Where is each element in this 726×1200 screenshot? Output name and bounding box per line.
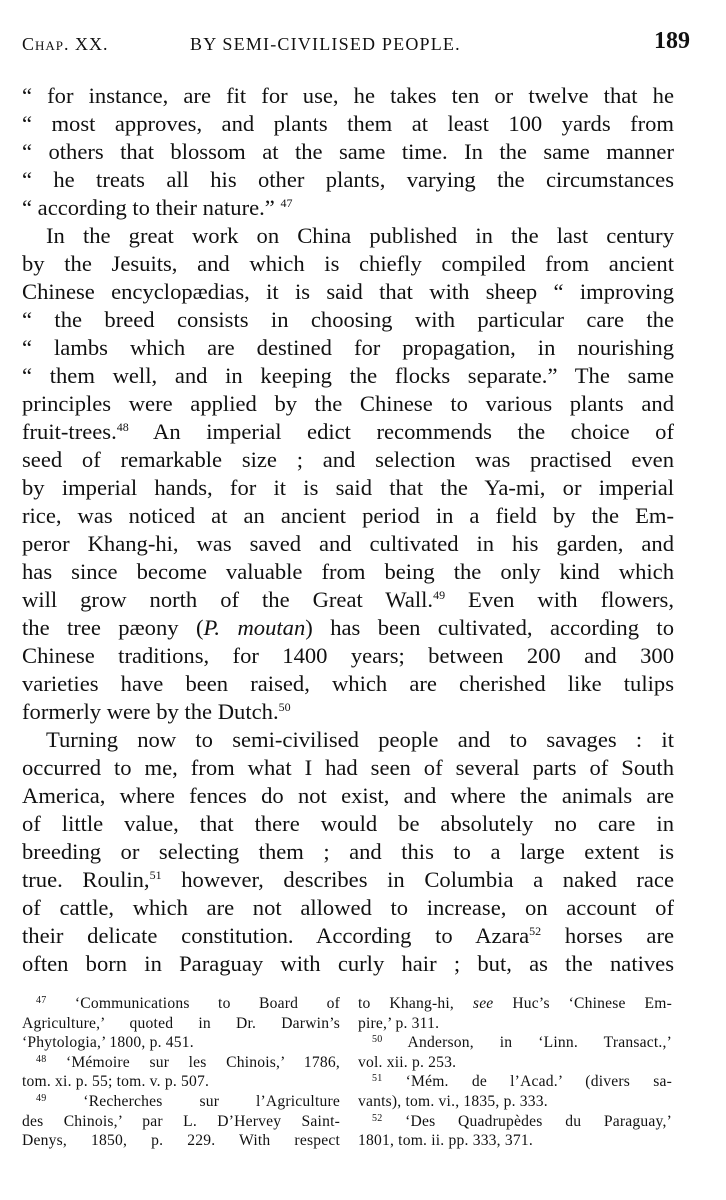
footnote-line xyxy=(22,994,340,1014)
footnote-ref: 51 xyxy=(149,868,162,882)
footnote-number: 48 xyxy=(36,1053,47,1065)
footnote-number: 51 xyxy=(372,1073,383,1085)
body-line xyxy=(22,586,674,614)
body-line-text: Even with flowers, xyxy=(445,587,674,612)
footnote-line: ‘Phytologia,’ 1800, p. 451. xyxy=(22,1034,194,1052)
body-line: of little value, that there would be absolutely no care in xyxy=(22,811,674,836)
body-line-text: ) has been cultivated, according to xyxy=(305,615,674,640)
footnote-ref: 52 xyxy=(529,924,542,938)
body-line: has since become valuable from being the only kind which xyxy=(22,559,674,584)
body-line: occurred to me, from what I had seen of several parts of South xyxy=(22,755,674,780)
footnote-line xyxy=(358,1072,672,1092)
footnote-line xyxy=(358,1112,672,1132)
footnote-text: to Khang-hi, xyxy=(358,995,473,1012)
body-line: seed of remarkable size ; and selection was practised even xyxy=(22,447,674,472)
footnote-text: ‘Mémoire sur les Chinois,’ 1786, xyxy=(46,1053,340,1071)
body-line: peror Khang-hi, was saved and cultivated in his garden, and xyxy=(22,531,674,556)
footnote-ref: 48 xyxy=(116,420,129,434)
footnote-line: Denys, 1850, p. 229. With respect xyxy=(22,1132,340,1150)
body-line: “ for instance, are fit for use, he takes ten or twelve that he xyxy=(22,83,674,108)
footnote-line xyxy=(358,994,672,1014)
footnote-text: ‘Communications to Board of xyxy=(46,995,340,1012)
body-line-text: will grow north of the Great Wall. xyxy=(22,587,434,612)
body-line: by imperial hands, for it is said that the Ya-mi, or imperial xyxy=(22,475,674,500)
footnote-text: Anderson, in ‘Linn. Transact.,’ xyxy=(382,1034,672,1052)
page-number: 189 xyxy=(654,28,690,54)
body-line-text: An imperial edict recommends the choice of xyxy=(128,419,674,444)
body-line: Chinese encyclopædias, it is said that with sheep “ improving xyxy=(22,279,674,304)
footnote-line: 1801, tom. ii. pp. 333, 371. xyxy=(358,1132,533,1150)
body-line: “ he treats all his other plants, varying the circumstances xyxy=(22,167,674,192)
footnote-text: ‘Des Quadrupèdes du Paraguay,’ xyxy=(382,1112,672,1130)
body-line xyxy=(22,418,674,446)
body-line: varieties have been raised, which are cherished like tulips xyxy=(22,671,674,696)
body-line: America, where fences do not exist, and where the animals are xyxy=(22,783,674,808)
body-line-text: formerly were by the Dutch. xyxy=(22,699,279,724)
footnote-number: 47 xyxy=(36,995,47,1006)
footnote-number: 52 xyxy=(372,1112,383,1124)
body-line xyxy=(22,866,674,894)
body-line: of cattle, which are not allowed to increase, on account of xyxy=(22,895,674,920)
footnote-number: 50 xyxy=(372,1034,383,1046)
species-name: P. moutan xyxy=(203,615,306,640)
body-line xyxy=(22,194,674,222)
body-line: breeding or selecting them ; and this to a large extent is xyxy=(22,839,674,864)
running-head xyxy=(22,28,690,58)
body-line-text: horses are xyxy=(541,923,674,948)
footnote-line: pire,’ p. 311. xyxy=(358,1014,440,1032)
footnote-line xyxy=(22,1053,340,1073)
body-line: “ them well, and in keeping the flocks separate.” The same xyxy=(22,363,674,388)
body-line-text: their delicate constitution. According to Azara xyxy=(22,923,530,948)
footnote-ref: 50 xyxy=(278,700,291,714)
body-line: “ most approves, and plants them at least 100 yards from xyxy=(22,111,674,136)
footnote-ref: 49 xyxy=(433,588,446,602)
body-line: by the Jesuits, and which is chiefly compiled from ancient xyxy=(22,251,674,276)
body-line xyxy=(22,614,674,642)
footnote-line: vants), tom. vi., 1835, p. 333. xyxy=(358,1092,548,1110)
footnote-see: see xyxy=(472,995,494,1012)
footnote-line xyxy=(358,1033,672,1053)
body-line: often born in Paraguay with curly hair ; but, as the natives xyxy=(22,951,674,976)
body-line-text: the tree pæony ( xyxy=(22,615,204,640)
footnote-ref: 47 xyxy=(280,196,293,210)
footnote-text: ‘Mém. de l’Acad.’ (divers sa- xyxy=(382,1073,672,1091)
body-line-text: however, describes in Columbia a naked race xyxy=(161,867,674,892)
footnote-line: Agriculture,’ quoted in Dr. Darwin’s xyxy=(22,1014,340,1032)
body-line: rice, was noticed at an ancient period in a field by the Em- xyxy=(22,503,674,528)
body-line-text: “ according to their nature.” xyxy=(22,195,281,220)
footnotes-left-column xyxy=(22,994,340,1151)
chapter-label: Chap. XX. xyxy=(22,34,109,54)
footnote-line xyxy=(22,1092,340,1112)
body-line-text: fruit-trees. xyxy=(22,419,117,444)
footnote-line: des Chinois,’ par L. D’Hervey Saint- xyxy=(22,1112,340,1130)
body-line: “ lambs which are destined for propagation, in nourishing xyxy=(22,335,674,360)
footnote-line: tom. xi. p. 55; tom. v. p. 507. xyxy=(22,1073,210,1091)
body-line xyxy=(22,922,674,950)
body-line-text: true. Roulin, xyxy=(22,867,150,892)
body-line: principles were applied by the Chinese to various plants and xyxy=(22,391,674,416)
body-line: Turning now to semi-civilised people and to savages : it xyxy=(46,727,674,752)
footnotes xyxy=(22,994,672,1184)
footnotes-right-column xyxy=(358,994,672,1151)
body-text xyxy=(22,82,674,978)
footnote-text: Huc’s ‘Chinese Em- xyxy=(493,995,672,1012)
body-line: Chinese traditions, for 1400 years; between 200 and 300 xyxy=(22,643,674,668)
body-line: In the great work on China published in the last century xyxy=(46,223,674,248)
body-line: “ the breed consists in choosing with particular care the xyxy=(22,307,674,332)
footnote-line: vol. xii. p. 253. xyxy=(358,1053,457,1071)
footnote-number: 49 xyxy=(36,1092,47,1104)
body-line xyxy=(22,698,674,726)
footnote-text: ‘Recherches sur l’Agriculture xyxy=(46,1092,340,1110)
running-title: BY SEMI-CIVILISED PEOPLE. xyxy=(190,34,461,54)
body-line: “ others that blossom at the same time. In the same manner xyxy=(22,139,674,164)
